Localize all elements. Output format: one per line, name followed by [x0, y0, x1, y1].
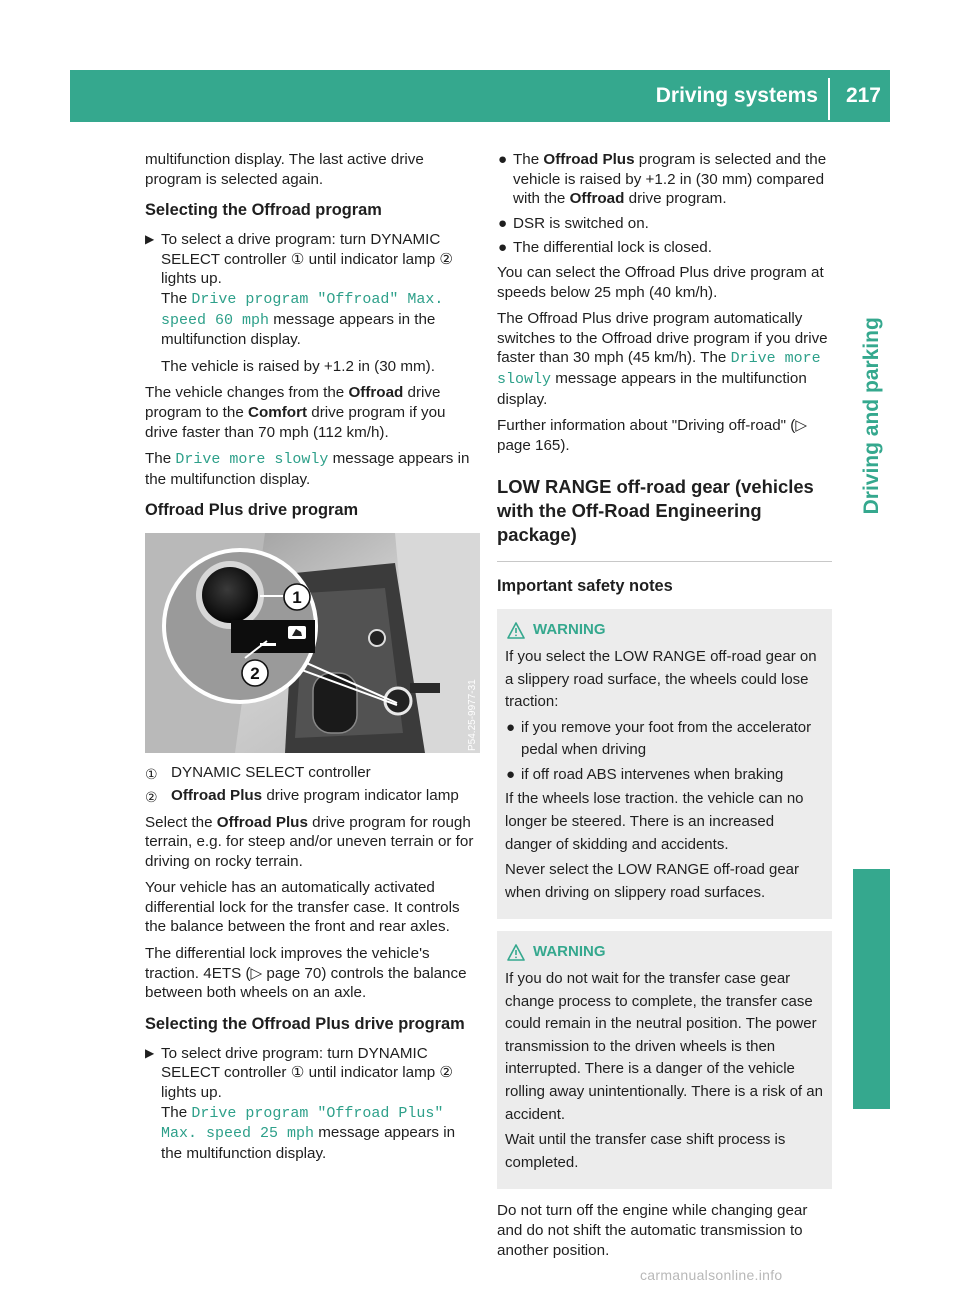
list-item: ● DSR is switched on.: [498, 214, 649, 232]
callout-2: ②: [439, 250, 454, 268]
warning-text: If the wheels lose traction. the vehicle can no longer be steered. There is an increased danger of skidding and accidents.: [505, 790, 804, 853]
bullet-icon: ●: [498, 214, 508, 232]
paragraph: You can select the Offroad Plus drive program at speeds below 25 mph (40 km/h).: [497, 263, 824, 301]
section-divider: [497, 561, 832, 562]
callout-1: ①: [290, 250, 305, 268]
display-message: Drive program "Offroad Plus" Max. speed 25 mph: [161, 1104, 444, 1143]
warning-title: WARNING: [505, 619, 824, 642]
warning-box: [497, 609, 832, 919]
paragraph: The vehicle changes from the Offroad drive program to the Comfort drive program if you drive faster than 70 mph (112 km/h).: [145, 384, 446, 441]
heading-offroad: Selecting the Offroad program: [145, 201, 382, 220]
section-title: Driving systems: [655, 84, 818, 107]
svg-text:2: 2: [250, 664, 260, 684]
svg-text:1: 1: [292, 588, 302, 608]
warning-text: If you select the LOW RANGE off-road gear on a slippery road surface, the wheels could lose traction:: [505, 647, 817, 711]
heading-offroad-plus: Offroad Plus drive program: [145, 501, 359, 520]
left-column: [145, 150, 480, 1170]
legend-item: ② Offroad Plus drive program indicator lamp: [145, 786, 480, 806]
paragraph: Select the Offroad Plus drive program for rough terrain, e.g. for steep and/or uneven terrain or for driving on rocky terrain.: [145, 813, 474, 870]
display-message: Drive more slowly: [175, 451, 329, 469]
step-arrow-icon: ▶: [145, 232, 155, 247]
instruction-step: ▶ To select drive program: turn DYNAMIC SELECT controller ① until indicator lamp ② lights up. The Drive program "Offroad Plus" Max. speed 25 mph message appears in the multifunction display.: [145, 1044, 456, 1162]
paragraph: The Drive more slowly message appears in the multifunction display.: [145, 450, 470, 488]
warning-text: If you do not wait for the transfer case gear change process to complete, the transfer case could remain in the neutral position. The power transmission to the driven wheels is then interrupted. There is a danger of the vehicle rolling away unintentionally. There is a risk of an accident.: [505, 970, 823, 1123]
callout-2: ②: [145, 788, 158, 805]
paragraph: Further information about "Driving off-road" (▷ page 165).: [497, 417, 808, 454]
paragraph: The vehicle is raised by +1.2 in (30 mm).: [161, 357, 435, 375]
chapter-tab: [853, 293, 890, 539]
paragraph: The Offroad Plus drive program automatically switches to the Offroad drive program if you drive faster than 30 mph (45 km/h). The Drive more slowly message appears in the multifunction display.: [497, 310, 828, 408]
page-header: [70, 70, 890, 122]
step-arrow-icon: ▶: [145, 1045, 155, 1060]
warning-text: Wait until the transfer case shift process is completed.: [505, 1131, 786, 1171]
heading-low-range: LOW RANGE off-road gear (vehicles with the Off-Road Engineering package): [497, 476, 814, 546]
list-item: ● if you remove your foot from the accelerator pedal when driving: [506, 718, 812, 759]
bullet-icon: ●: [498, 239, 508, 257]
callout-1: ①: [145, 766, 158, 783]
controller-photo: [145, 533, 480, 753]
warning-box: [497, 931, 832, 1189]
page-number: 217: [845, 84, 881, 107]
heading-offroad-plus-select: Selecting the Offroad Plus drive program: [145, 1014, 465, 1033]
paragraph: The differential lock improves the vehicle's traction. 4ETS (▷ page 70) controls the balance between both wheels on an axle.: [145, 945, 467, 1002]
bullet-icon: ●: [506, 765, 516, 783]
paragraph: Your vehicle has an automatically activated differential lock for the transfer case. It controls the balance between the front and rear axles.: [145, 879, 460, 936]
list-item: ● if off road ABS intervenes when braking: [505, 764, 824, 787]
callout-2: ②: [439, 1064, 454, 1082]
warning-triangle-icon: [507, 944, 525, 961]
list-item: ● The differential lock is closed.: [498, 239, 712, 257]
warning-title: WARNING: [505, 941, 824, 964]
instruction-step: ▶ To select a drive program: turn DYNAMIC SELECT controller ① until indicator lamp ② lights up. The Drive program "Offroad" Max. speed 60 mph message appears in the multifunction display.: [145, 231, 454, 349]
paragraph: multifunction display. The last active drive program is selected again.: [145, 151, 424, 188]
warning-triangle-icon: [507, 622, 525, 639]
bullet-icon: ●: [498, 151, 508, 168]
display-message: Drive program "Offroad" Max. speed 60 mph: [161, 290, 444, 329]
heading-safety-notes: Important safety notes: [497, 577, 673, 596]
bullet-icon: ●: [506, 718, 516, 736]
page-ref-icon: ▷: [795, 417, 808, 435]
paragraph: Do not turn off the engine while changing gear and do not shift the automatic transmission to another position.: [497, 1202, 808, 1259]
list-item: ● The Offroad Plus program is selected and the vehicle is raised by +1.2 in (30 mm) compared with the Offroad drive program.: [498, 151, 827, 208]
legend-item: ① DYNAMIC SELECT controller: [145, 763, 480, 783]
chapter-tab-label: Driving and parking: [859, 317, 883, 515]
header-divider: [828, 78, 830, 120]
warning-text: Never select the LOW RANGE off-road gear when driving on slippery road surfaces.: [505, 861, 800, 901]
callout-1: ①: [290, 1064, 305, 1082]
display-message: Drive more slowly: [497, 350, 821, 388]
watermark: carmanualsonline.info: [640, 1267, 783, 1283]
controller-illustration: [145, 533, 480, 753]
page-ref-icon: ▷: [250, 964, 263, 982]
right-column: [497, 150, 832, 1267]
photo-code: P54.25-9977-31: [467, 679, 478, 752]
chapter-marker: [853, 869, 890, 1109]
